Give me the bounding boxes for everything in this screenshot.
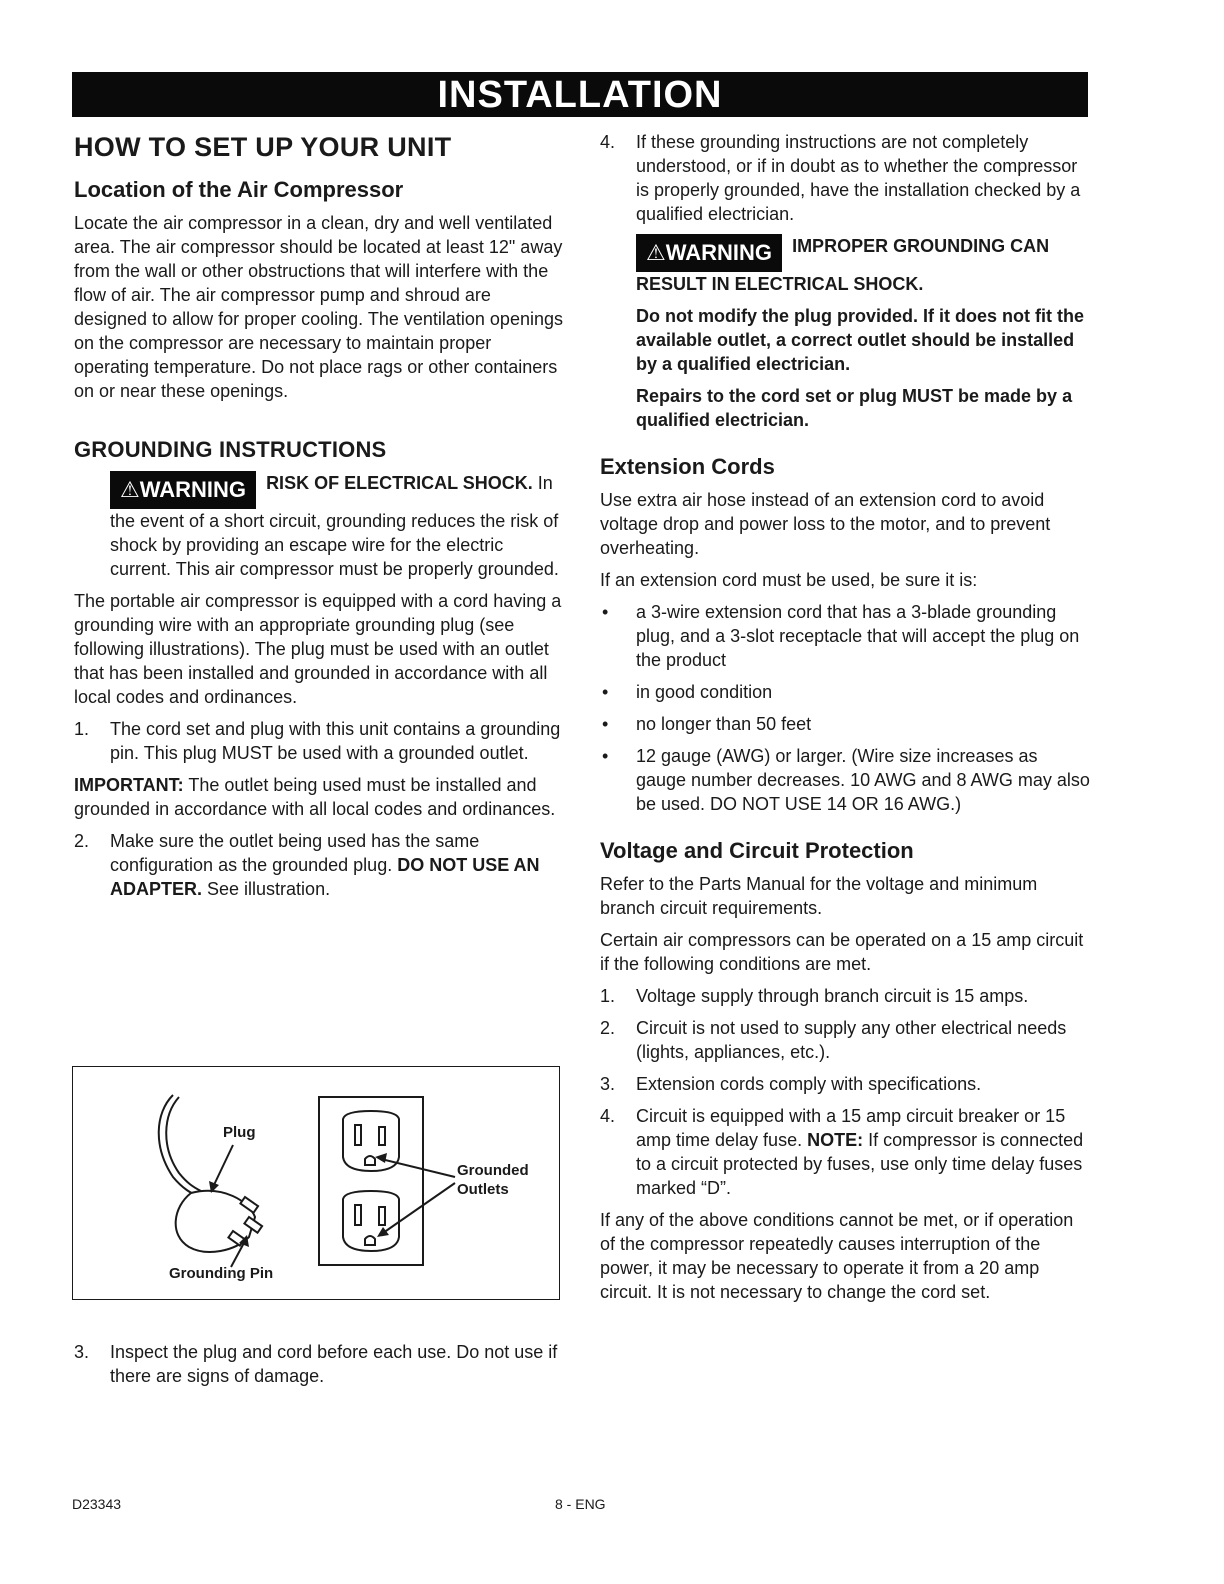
item-text: If these grounding instructions are not completely understood, or if in doubt as to whether the compressor is properly grounded, have the installation checked by a qualified electrician.: [636, 132, 1081, 224]
page-banner: [72, 72, 1088, 117]
voltage-item: [600, 1016, 1090, 1064]
banner-title: INSTALLATION: [437, 74, 723, 116]
voltage-paragraph-2: Certain air compressors can be operated on a 15 amp circuit if the following conditions are met.: [600, 930, 1084, 974]
footer-doc-id: D23343: [72, 1496, 122, 1512]
bullet-icon: •: [602, 714, 609, 734]
extension-bullet: [600, 680, 1090, 704]
grounding-item-3-wrap: [74, 1340, 564, 1396]
item-text: Circuit is not used to supply any other electrical needs (lights, appliances, etc.).: [636, 1018, 1067, 1062]
item-text: The cord set and plug with this unit contains a grounding pin. This plug MUST be used with a grounded outlet.: [110, 719, 561, 763]
important-label: IMPORTANT:: [74, 775, 184, 795]
bullet-icon: •: [602, 746, 609, 766]
item-text: Voltage supply through branch circuit is 15 amps.: [636, 986, 1029, 1006]
item-tail-text: If compressor is connected to a circuit protected by fuses, use only time delay fuses marked “D”.: [636, 1130, 1084, 1198]
item-number: 1.: [74, 719, 90, 739]
item-text: Inspect the plug and cord before each use. Do not use if there are signs of damage.: [110, 1342, 558, 1386]
grounding-item-1: [74, 717, 564, 765]
grounded-outlets-label-line2: Outlets: [457, 1181, 509, 1198]
bullet-text: a 3-wire extension cord that has a 3-blade grounding plug, and a 3-slot receptacle that will accept the plug on the product: [636, 602, 1080, 670]
extension-bullet: [600, 712, 1090, 736]
main-heading: HOW TO SET UP YOUR UNIT: [74, 132, 452, 162]
important-note: [74, 773, 564, 821]
warning-heading: RISK OF ELECTRICAL SHOCK.: [266, 473, 533, 493]
item-tail-text: See illustration.: [202, 879, 331, 899]
voltage-heading: Voltage and Circuit Protection: [600, 838, 914, 863]
warning-header-line: [636, 234, 1090, 296]
bullet-text: 12 gauge (AWG) or larger. (Wire size increases as gauge number decreases. 10 AWG and 8 AWG may also be used. DO NOT USE 14 OR 16 AWG.): [636, 746, 1090, 814]
right-column: [600, 130, 1090, 1312]
item-number: 4.: [600, 132, 616, 152]
warning-badge: ⚠WARNING: [110, 471, 256, 509]
footer-page-number: 8 - ENG: [555, 1496, 606, 1512]
warning-paragraph-1: Do not modify the plug provided. If it does not fit the available outlet, a correct outlet should be installed by a qualified electrician.: [636, 306, 1084, 374]
voltage-item: [600, 984, 1090, 1008]
extension-paragraph-1: Use extra air hose instead of an extension cord to avoid voltage drop and power loss to the motor, and to prevent overheating.: [600, 490, 1051, 558]
warning-paragraph-2: Repairs to the cord set or plug MUST be made by a qualified electrician.: [636, 386, 1073, 430]
plug-outlet-illustration: [72, 1066, 560, 1300]
bullet-text: no longer than 50 feet: [636, 714, 812, 734]
item-number: 3.: [600, 1074, 616, 1094]
grounding-item-3: [74, 1340, 564, 1388]
important-text: The outlet being used must be installed and grounded in accordance with all local codes and ordinances.: [74, 775, 556, 819]
extension-paragraph-2: If an extension cord must be used, be sure it is:: [600, 570, 978, 590]
voltage-item: [600, 1072, 1090, 1096]
extension-bullet: [600, 600, 1090, 672]
left-column: [74, 130, 564, 909]
voltage-item: [600, 1104, 1090, 1200]
grounded-outlets-label-line1: Grounded: [457, 1162, 529, 1179]
grounding-pin-label: Grounding Pin: [169, 1265, 274, 1282]
location-heading: Location of the Air Compressor: [74, 177, 404, 202]
item-note-label: NOTE:: [807, 1130, 864, 1150]
item-number: 3.: [74, 1342, 90, 1362]
location-text: Locate the air compressor in a clean, dry and well ventilated area. The air compressor should be located at least 12" away from the wall or other obstructions that will interfere with the flow of air. The air compressor pump and shroud are designed to allow for proper cooling. The ventilation openings on the compressor are necessary to maintain proper operating temperature. Do not place rags or other containers on or near these openings.: [74, 213, 563, 401]
bullet-icon: •: [602, 682, 609, 702]
cord-icon: [159, 1095, 199, 1197]
grounding-warning: [74, 471, 564, 581]
item-bold-text: DO NOT USE AN ADAPTER.: [110, 855, 540, 899]
item-number: 2.: [74, 831, 90, 851]
item-number: 2.: [600, 1018, 616, 1038]
bullet-icon: •: [602, 602, 609, 622]
grounding-heading: GROUNDING INSTRUCTIONS: [74, 437, 387, 462]
voltage-paragraph-3: If any of the above conditions cannot be met, or if operation of the compressor repeatedly causes interruption of the power, it may be necessary to operate it from a 20 amp circuit. It is not necessary to change the cord set.: [600, 1210, 1074, 1302]
extension-bullet: [600, 744, 1090, 816]
item-number: 4.: [600, 1106, 616, 1126]
item-text: Make sure the outlet being used has the same configuration as the grounded plug.: [110, 831, 480, 875]
item-text: Circuit is equipped with a 15 amp circuit breaker or 15 amp time delay fuse.: [636, 1106, 1066, 1150]
warning-text: In the event of a short circuit, grounding reduces the risk of shock by providing an escape wire for the electric current. This air compressor must be properly grounded.: [110, 473, 559, 579]
warning-badge: ⚠WARNING: [636, 234, 782, 272]
item-number: 1.: [600, 986, 616, 1006]
item-text: Extension cords comply with specifications.: [636, 1074, 982, 1094]
bullet-text: in good condition: [636, 682, 773, 702]
voltage-paragraph-1: Refer to the Parts Manual for the voltage and minimum branch circuit requirements.: [600, 874, 1038, 918]
grounding-paragraph: The portable air compressor is equipped with a cord having a grounding wire with an appropriate grounding plug (see following illustrations). The plug must be used with an outlet that has been installed and grounded in accordance with all local codes and ordinances.: [74, 591, 562, 707]
grounding-item-4: [600, 130, 1090, 226]
improper-grounding-warning: [600, 234, 1090, 432]
warning-heading: IMPROPER GROUNDING CAN RESULT IN ELECTRICAL SHOCK.: [636, 236, 1050, 294]
extension-heading: Extension Cords: [600, 454, 775, 479]
plug-label: Plug: [223, 1124, 256, 1141]
grounding-item-2: [74, 829, 564, 901]
